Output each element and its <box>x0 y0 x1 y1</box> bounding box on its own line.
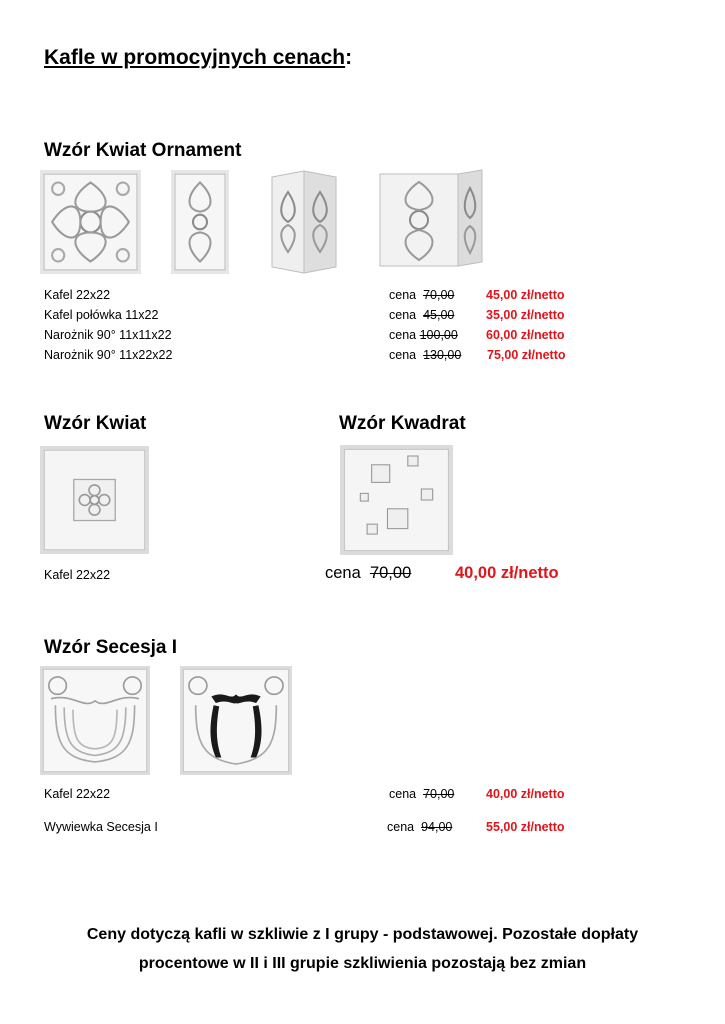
page-title-colon: : <box>345 46 353 69</box>
product-label: Kafel 22x22 <box>44 787 111 801</box>
section-heading-kwiat-ornament: Wzór Kwiat Ornament <box>44 140 242 161</box>
page-title-text: Kafle w promocyjnych cenach <box>44 46 346 69</box>
cena-label: cena 70,00 <box>389 288 455 302</box>
cena-label: cena 100,00 <box>389 328 458 342</box>
old-price: 94,00 <box>421 820 453 834</box>
footer-note <box>40 920 685 978</box>
product-label: Wywiewka Secesja I <box>44 820 158 834</box>
old-price: 45,00 <box>423 308 455 322</box>
tile-kwiat-image <box>40 446 149 554</box>
price-row <box>44 306 604 324</box>
section-heading-kwadrat: Wzór Kwadrat <box>339 413 466 434</box>
section-heading-kwiat: Wzór Kwiat <box>44 413 147 434</box>
cena-label: cena 70,00 <box>325 564 412 582</box>
price-row <box>44 346 604 364</box>
tile-kwiat-ornament-22x22-image <box>40 170 141 274</box>
price-row-kwiat-kwadrat <box>44 561 604 585</box>
tile-wywiewka-secesja-image <box>180 666 292 775</box>
tile-kwiat-ornament-corner-11x11x22-image <box>268 167 340 279</box>
price-row <box>44 785 604 803</box>
tile-kwiat-ornament-11x22-image <box>171 170 229 274</box>
price-row <box>44 326 604 344</box>
new-price: 45,00 zł/netto <box>486 288 565 302</box>
product-label: Kafel 22x22 <box>44 568 111 582</box>
cena-label: cena 94,00 <box>387 820 453 834</box>
product-label: Kafel 22x22 <box>44 288 111 302</box>
tile-kwiat-ornament-corner-11x22x22-image <box>376 168 487 271</box>
old-price: 130,00 <box>423 348 462 362</box>
new-price: 40,00 zł/netto <box>455 564 559 582</box>
old-price: 70,00 <box>369 564 412 582</box>
new-price: 40,00 zł/netto <box>486 787 565 801</box>
page-title <box>44 46 352 70</box>
cena-label: cena 45,00 <box>389 308 455 322</box>
new-price: 60,00 zł/netto <box>486 328 565 342</box>
old-price: 100,00 <box>419 328 458 342</box>
new-price: 75,00 zł/netto <box>487 348 566 362</box>
tile-secesja-image <box>40 666 150 775</box>
price-row <box>44 286 604 304</box>
new-price: 55,00 zł/netto <box>486 820 565 834</box>
product-label: Kafel połówka 11x22 <box>44 308 159 322</box>
cena-label: cena 70,00 <box>389 787 455 801</box>
product-label: Narożnik 90° 11x11x22 <box>44 328 172 342</box>
old-price: 70,00 <box>423 288 455 302</box>
footer-line-1: Ceny dotyczą kafli w szkliwie z I grupy - podstawowej. Pozostałe dopłaty <box>86 926 639 943</box>
price-row <box>44 818 604 836</box>
old-price: 70,00 <box>423 787 455 801</box>
footer-line-2: procentowe w II i III grupie szkliwienia pozostają bez zmian <box>138 955 587 972</box>
product-label: Narożnik 90° 11x22x22 <box>44 348 173 362</box>
cena-label: cena 130,00 <box>389 348 462 362</box>
section-heading-secesja: Wzór Secesja I <box>44 637 178 658</box>
new-price: 35,00 zł/netto <box>486 308 565 322</box>
tile-kwadrat-image <box>340 445 453 555</box>
